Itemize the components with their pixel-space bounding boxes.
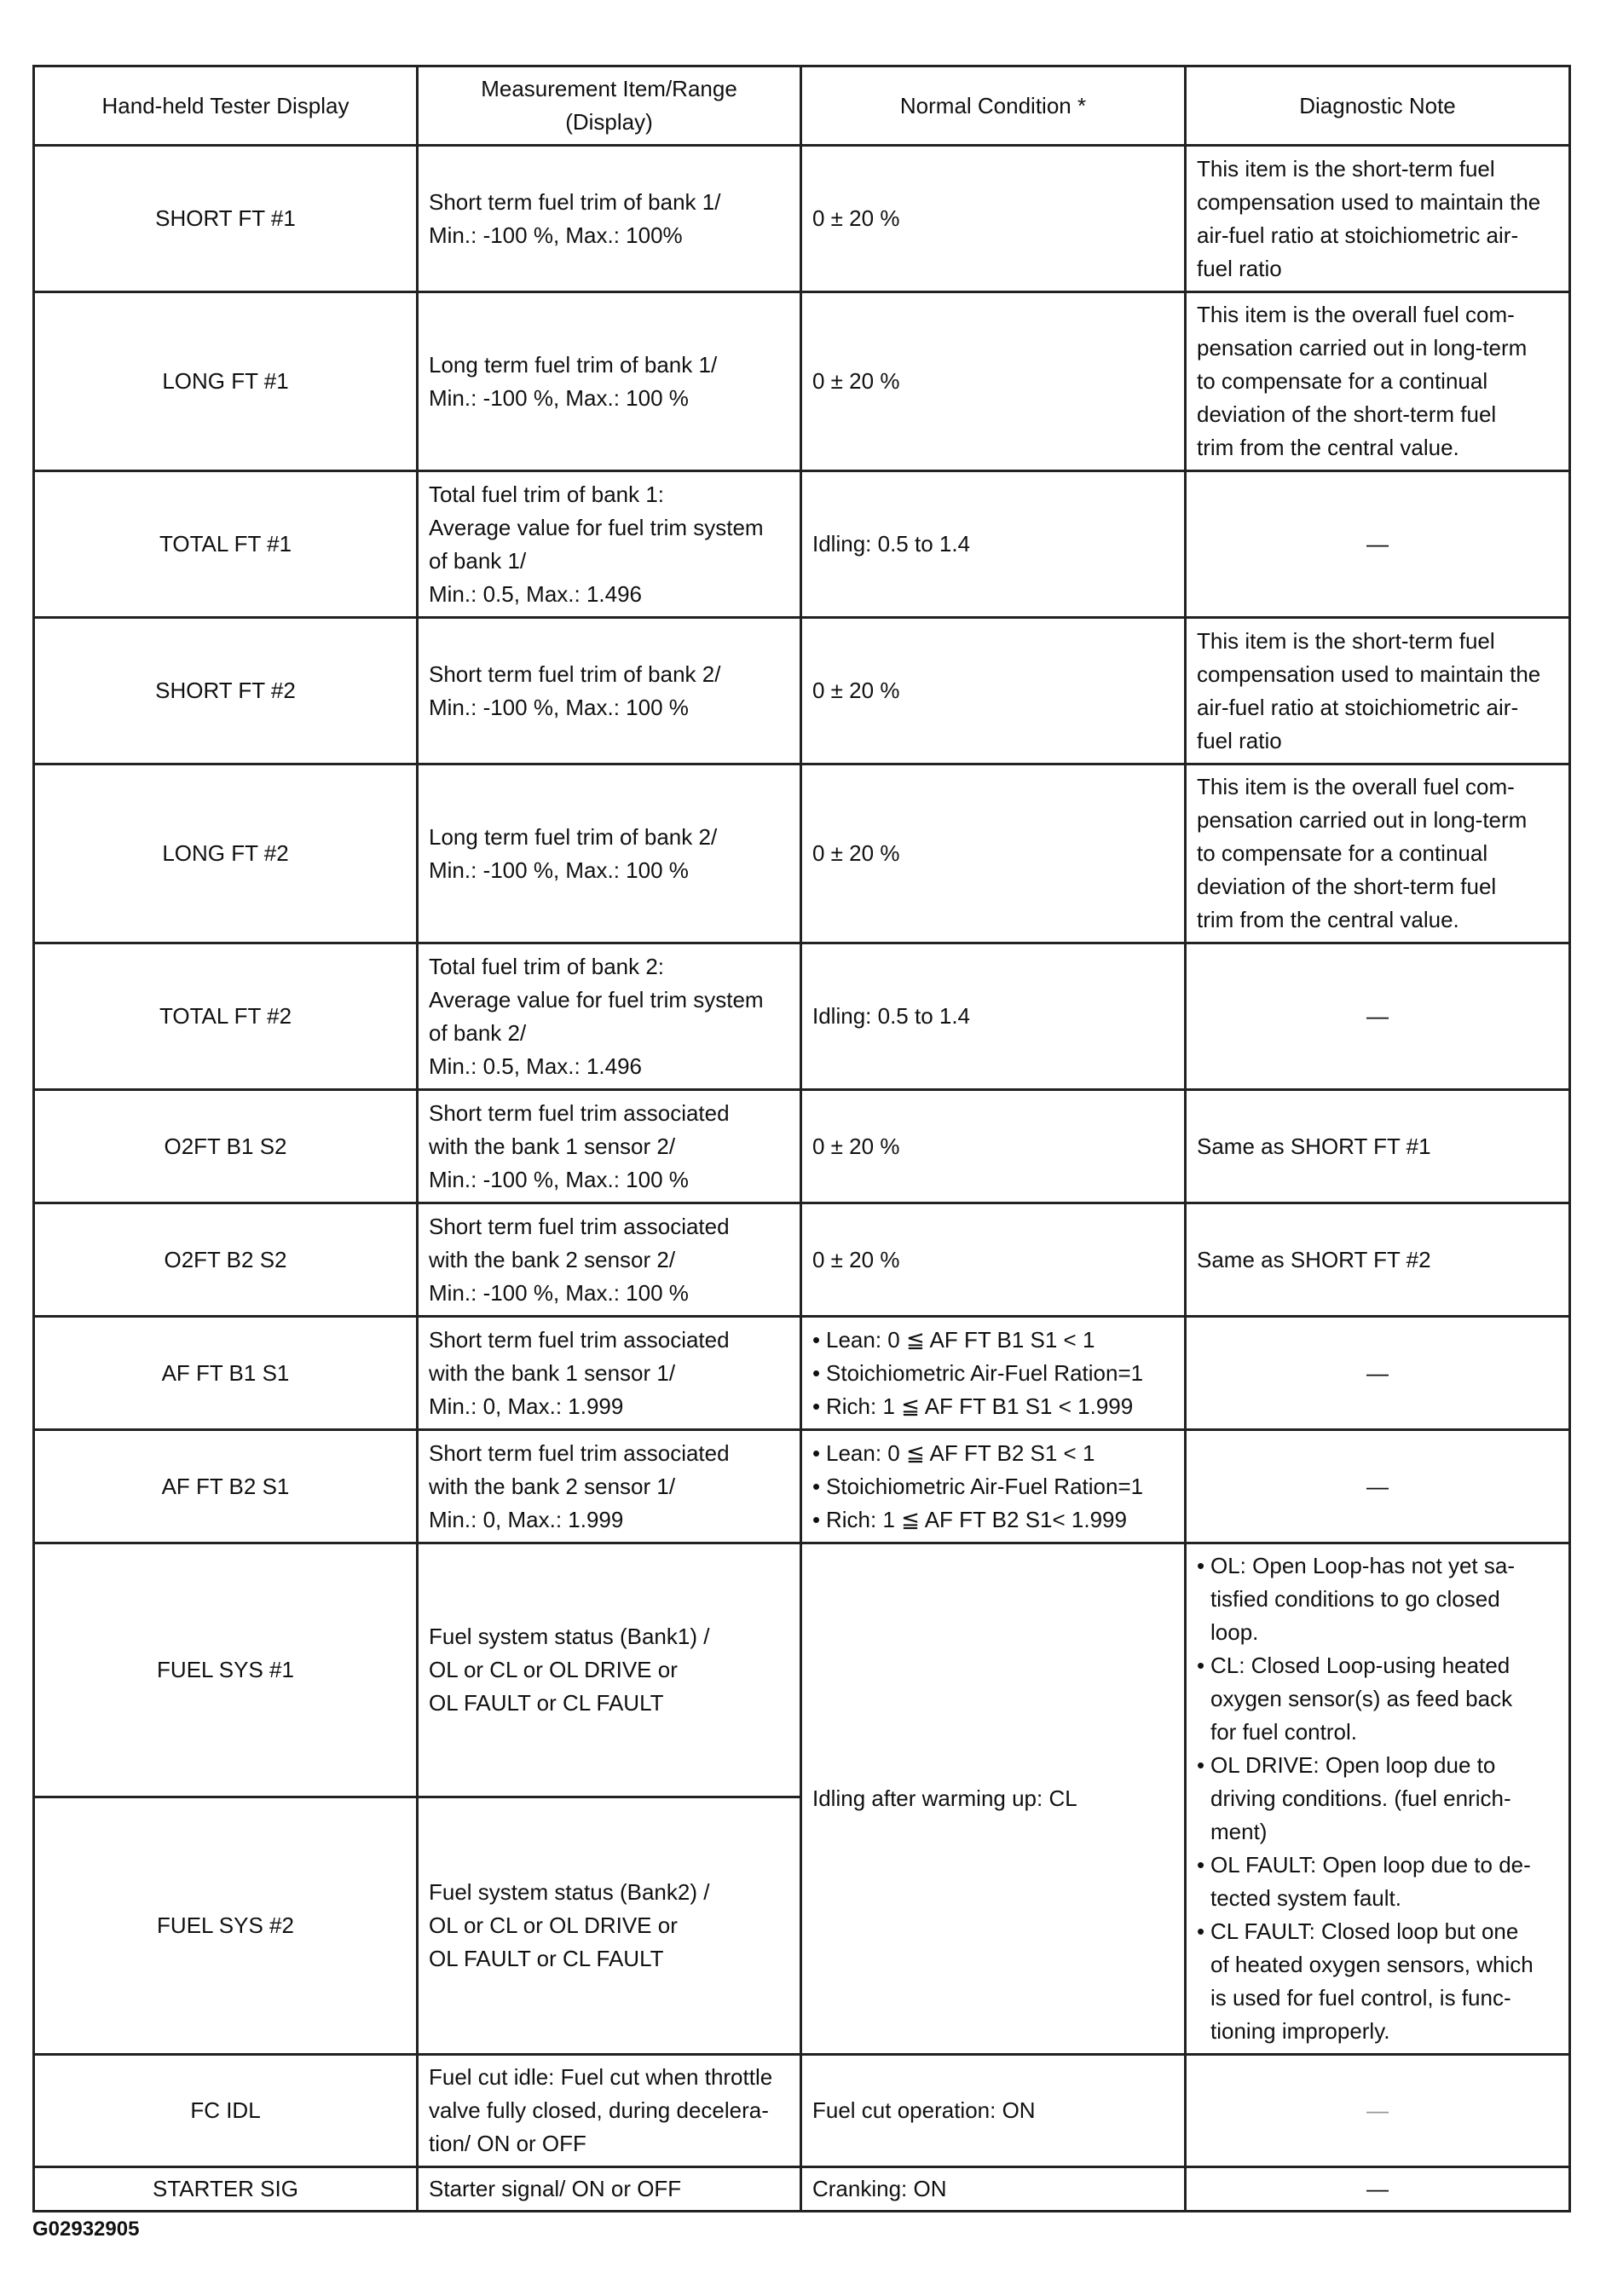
text-line: Short term fuel trim associated <box>429 1213 730 1239</box>
table-row <box>34 1203 1570 1317</box>
text-line: pensation carried out in long-term <box>1197 335 1528 361</box>
normal-condition-cell <box>801 1317 1186 1430</box>
table-row <box>34 1430 1570 1543</box>
list-item: • Stoichiometric Air-Fuel Ration=1 <box>812 1470 1174 1503</box>
list-item <box>1197 1849 1558 1915</box>
list-item <box>1197 1649 1558 1749</box>
normal-condition-cell: Idling after warming up: CL <box>801 1543 1186 2055</box>
table-row <box>34 471 1570 618</box>
text-line: deviation of the short-term fuel <box>1197 401 1497 427</box>
text-line: Short term fuel trim of bank 2/ <box>429 661 721 687</box>
text-line: Fuel system status (Bank1) / <box>429 1624 710 1650</box>
table-row <box>34 1543 1570 1797</box>
text-line: • OL DRIVE: Open loop due to <box>1210 1752 1496 1778</box>
tester-display-cell: TOTAL FT #2 <box>34 943 418 1090</box>
diagnostic-note-cell <box>1186 146 1570 292</box>
diagnostic-note-cell: — <box>1186 2055 1570 2167</box>
normal-condition-cell: Idling: 0.5 to 1.4 <box>801 943 1186 1090</box>
text-line: Min.: -100 %, Max.: 100 % <box>429 384 689 411</box>
text-line: is used for fuel control, is func- <box>1210 1985 1511 2010</box>
text-line: to compensate for a continual <box>1197 840 1488 866</box>
measurement-cell <box>418 146 801 292</box>
text-line: Fuel system status (Bank2) / <box>429 1879 710 1906</box>
list-item: • Lean: 0 ≦ AF FT B2 S1 < 1 <box>812 1437 1174 1470</box>
text-line: Fuel cut idle: Fuel cut when throttle <box>429 2064 773 2090</box>
measurement-cell <box>418 764 801 943</box>
text-line: compensation used to maintain the <box>1197 661 1541 687</box>
measurement-cell <box>418 292 801 471</box>
text-line: Total fuel trim of bank 2: <box>429 953 665 979</box>
text-line: oxygen sensor(s) as feed back <box>1210 1686 1513 1711</box>
text-line: for fuel control. <box>1210 1719 1357 1745</box>
text-line: Long term fuel trim of bank 2/ <box>429 823 718 850</box>
normal-condition-cell: 0 ± 20 % <box>801 764 1186 943</box>
text-line: of heated oxygen sensors, which <box>1210 1952 1534 1977</box>
text-line: • CL FAULT: Closed loop but one <box>1210 1918 1519 1944</box>
text-line: Min.: -100 %, Max.: 100 % <box>429 1279 689 1306</box>
measurement-cell <box>418 2167 801 2212</box>
table-row <box>34 764 1570 943</box>
text-line: Same as SHORT FT #2 <box>1197 1246 1431 1272</box>
list-item: • Rich: 1 ≦ AF FT B1 S1 < 1.999 <box>812 1390 1174 1423</box>
diagnostic-note-cell: — <box>1186 1317 1570 1430</box>
text-line: Min.: -100 %, Max.: 100 % <box>429 694 689 720</box>
text-line: Min.: 0, Max.: 1.999 <box>429 1393 624 1419</box>
text-line: Short term fuel trim associated <box>429 1099 730 1126</box>
normal-condition-cell: 0 ± 20 % <box>801 1203 1186 1317</box>
tester-display-cell: AF FT B1 S1 <box>34 1317 418 1430</box>
list-item: • Lean: 0 ≦ AF FT B1 S1 < 1 <box>812 1324 1174 1357</box>
text-line: trim from the central value. <box>1197 435 1459 460</box>
header-row <box>34 66 1570 146</box>
text-line: fuel ratio <box>1197 255 1282 281</box>
tester-display-cell: FUEL SYS #1 <box>34 1543 418 1797</box>
tester-display-cell: STARTER SIG <box>34 2167 418 2212</box>
text-line: with the bank 1 sensor 1/ <box>429 1359 676 1386</box>
header-tester-display: Hand-held Tester Display <box>34 66 418 146</box>
text-line: of bank 1/ <box>429 547 527 574</box>
text-line: with the bank 2 sensor 1/ <box>429 1473 676 1499</box>
tester-display-cell: SHORT FT #2 <box>34 618 418 764</box>
text-line: valve fully closed, during decelera- <box>429 2097 769 2123</box>
diagnostic-note-cell <box>1186 1543 1570 2055</box>
tester-display-cell: O2FT B1 S2 <box>34 1090 418 1203</box>
text-line: driving conditions. (fuel enrich- <box>1210 1785 1511 1811</box>
measurement-cell <box>418 2055 801 2167</box>
text-line: • OL: Open Loop-has not yet sa- <box>1210 1553 1515 1578</box>
fuel-status-note-list <box>1197 1549 1558 2048</box>
text-line: This item is the short-term fuel <box>1197 155 1495 182</box>
normal-condition-cell: Fuel cut operation: ON <box>801 2055 1186 2167</box>
diagnostic-note-cell <box>1186 618 1570 764</box>
normal-condition-cell: 0 ± 20 % <box>801 146 1186 292</box>
diagnostic-note-cell <box>1186 1203 1570 1317</box>
header-measurement-item <box>418 66 801 146</box>
text-line: Long term fuel trim of bank 1/ <box>429 351 718 378</box>
diagnostic-note-cell <box>1186 292 1570 471</box>
diagnostic-note-cell: — <box>1186 943 1570 1090</box>
text-line: This item is the short-term fuel <box>1197 627 1495 654</box>
list-item <box>1197 1915 1558 2048</box>
list-item <box>1197 1549 1558 1649</box>
text-line: compensation used to maintain the <box>1197 188 1541 215</box>
table-row <box>34 292 1570 471</box>
text-line: Min.: -100 %, Max.: 100% <box>429 222 683 248</box>
tester-display-cell: LONG FT #2 <box>34 764 418 943</box>
text-line: • OL FAULT: Open loop due to de- <box>1210 1852 1531 1878</box>
text-line: Short term fuel trim associated <box>429 1326 730 1353</box>
text-line: tion/ ON or OFF <box>429 2131 586 2156</box>
header-measurement-line: (Display) <box>565 109 653 135</box>
table-row <box>34 1317 1570 1430</box>
text-line: Total fuel trim of bank 1: <box>429 481 665 507</box>
header-diagnostic-note: Diagnostic Note <box>1186 66 1570 146</box>
figure-id: G02932905 <box>32 2218 140 2241</box>
text-line: Min.: -100 %, Max.: 100 % <box>429 857 689 883</box>
measurement-cell <box>418 471 801 618</box>
table-row <box>34 618 1570 764</box>
tester-display-cell: TOTAL FT #1 <box>34 471 418 618</box>
normal-condition-cell <box>801 1430 1186 1543</box>
text-line: This item is the overall fuel com- <box>1197 302 1515 327</box>
text-line: Same as SHORT FT #1 <box>1197 1133 1431 1159</box>
list-item: • Stoichiometric Air-Fuel Ration=1 <box>812 1357 1174 1390</box>
measurement-cell <box>418 1203 801 1317</box>
text-line: air-fuel ratio at stoichiometric air- <box>1197 222 1519 248</box>
text-line: OL FAULT or CL FAULT <box>429 1946 664 1972</box>
measurement-cell <box>418 1430 801 1543</box>
tester-display-cell: FC IDL <box>34 2055 418 2167</box>
normal-condition-cell: 0 ± 20 % <box>801 1090 1186 1203</box>
normal-condition-cell: 0 ± 20 % <box>801 618 1186 764</box>
list-item: • Rich: 1 ≦ AF FT B2 S1< 1.999 <box>812 1503 1174 1537</box>
text-line: with the bank 1 sensor 2/ <box>429 1133 676 1159</box>
text-line: to compensate for a continual <box>1197 368 1488 394</box>
diagnostic-note-cell: — <box>1186 471 1570 618</box>
tester-display-cell: SHORT FT #1 <box>34 146 418 292</box>
text-line: Min.: 0, Max.: 1.999 <box>429 1506 624 1532</box>
tester-display-cell: LONG FT #1 <box>34 292 418 471</box>
text-line: loop. <box>1210 1619 1259 1645</box>
measurement-cell <box>418 1543 801 1797</box>
text-line: ment) <box>1210 1819 1268 1844</box>
text-line: pensation carried out in long-term <box>1197 807 1528 833</box>
list-item <box>1197 1749 1558 1849</box>
text-line: deviation of the short-term fuel <box>1197 874 1497 899</box>
text-line: fuel ratio <box>1197 727 1282 753</box>
text-line: Starter signal/ ON or OFF <box>429 2176 682 2201</box>
text-line: with the bank 2 sensor 2/ <box>429 1246 676 1272</box>
text-line: trim from the central value. <box>1197 907 1459 932</box>
text-line: Short term fuel trim associated <box>429 1439 730 1466</box>
text-line: OL or CL or OL DRIVE or <box>429 1657 678 1683</box>
tester-display-cell: FUEL SYS #2 <box>34 1797 418 2055</box>
normal-condition-cell: Cranking: ON <box>801 2167 1186 2212</box>
measurement-cell <box>418 1317 801 1430</box>
normal-condition-cell: Idling: 0.5 to 1.4 <box>801 471 1186 618</box>
text-line: Average value for fuel trim system <box>429 986 764 1012</box>
table-row <box>34 2055 1570 2167</box>
diagnostic-note-cell <box>1186 1090 1570 1203</box>
text-line: Min.: 0.5, Max.: 1.496 <box>429 580 643 607</box>
table-row <box>34 146 1570 292</box>
text-line: Min.: 0.5, Max.: 1.496 <box>429 1053 643 1079</box>
header-measurement-line: Measurement Item/Range <box>481 76 737 101</box>
text-line: This item is the overall fuel com- <box>1197 774 1515 799</box>
normal-condition-list <box>812 1437 1174 1537</box>
table-row <box>34 1090 1570 1203</box>
measurement-cell <box>418 1090 801 1203</box>
text-line: • CL: Closed Loop-using heated <box>1210 1653 1510 1678</box>
measurement-cell <box>418 618 801 764</box>
table-row <box>34 2167 1570 2212</box>
diagnostic-note-cell: — <box>1186 2167 1570 2212</box>
text-line: OL or CL or OL DRIVE or <box>429 1912 678 1939</box>
text-line: air-fuel ratio at stoichiometric air- <box>1197 694 1519 720</box>
normal-condition-cell: 0 ± 20 % <box>801 292 1186 471</box>
text-line: Average value for fuel trim system <box>429 514 764 540</box>
normal-condition-list <box>812 1324 1174 1423</box>
table-row <box>34 943 1570 1090</box>
diagnostic-note-cell: — <box>1186 1430 1570 1543</box>
diagnostic-data-table <box>32 65 1571 2212</box>
text-line: Min.: -100 %, Max.: 100 % <box>429 1166 689 1192</box>
text-line: tisfied conditions to go closed <box>1210 1586 1500 1612</box>
text-line: Short term fuel trim of bank 1/ <box>429 188 721 215</box>
tester-display-cell: O2FT B2 S2 <box>34 1203 418 1317</box>
text-line: OL FAULT or CL FAULT <box>429 1690 664 1716</box>
diagnostic-note-cell <box>1186 764 1570 943</box>
text-line: tioning improperly. <box>1210 2018 1390 2044</box>
tester-display-cell: AF FT B2 S1 <box>34 1430 418 1543</box>
text-line: tected system fault. <box>1210 1885 1401 1911</box>
measurement-cell <box>418 1797 801 2055</box>
header-normal-condition: Normal Condition * <box>801 66 1186 146</box>
text-line: of bank 2/ <box>429 1019 527 1046</box>
measurement-cell <box>418 943 801 1090</box>
